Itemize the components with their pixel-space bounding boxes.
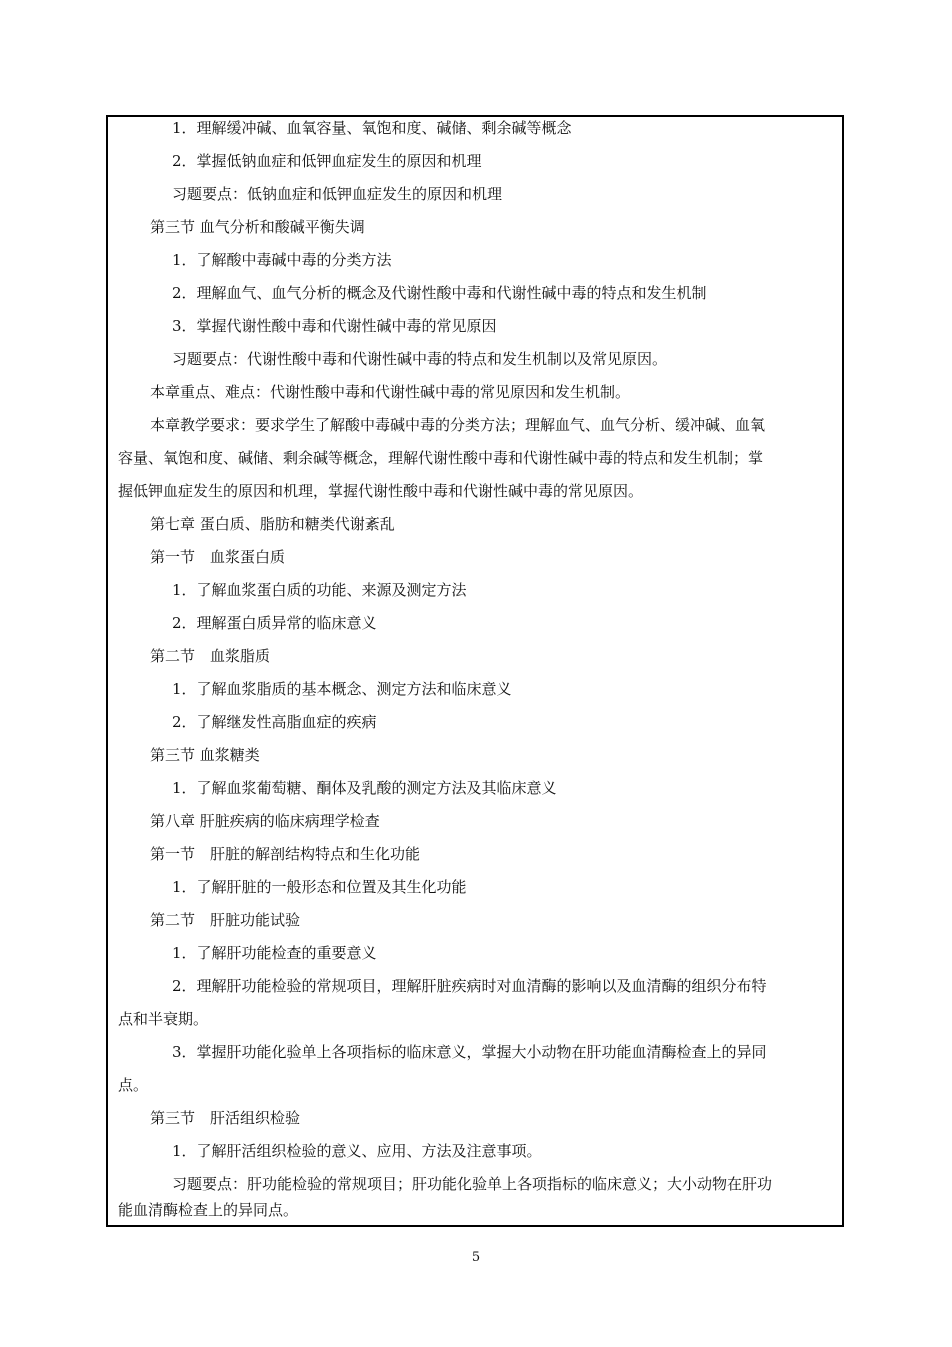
page-number: 5 [471, 1250, 481, 1265]
list-item: 1．了解肝活组织检验的意义、应用、方法及注意事项。 [172, 1142, 542, 1160]
list-item-continuation: 点。 [118, 1076, 149, 1094]
chapter-key-points: 本章重点、难点：代谢性酸中毒和代谢性碱中毒的常见原因和发生机制。 [150, 383, 631, 401]
exercise-points: 习题要点：低钠血症和低钾血症发生的原因和机理 [172, 185, 503, 203]
list-item: 2．理解血气、血气分析的概念及代谢性酸中毒和代谢性碱中毒的特点和发生机制 [172, 284, 707, 302]
list-item: 1．了解酸中毒碱中毒的分类方法 [172, 251, 392, 269]
section-heading: 第二节 肝脏功能试验 [150, 911, 301, 929]
list-item: 1．理解缓冲碱、血氧容量、氧饱和度、碱储、剩余碱等概念 [172, 119, 572, 137]
section-heading: 第三节 肝活组织检验 [150, 1109, 301, 1127]
list-item: 1．了解肝功能检查的重要意义 [172, 944, 377, 962]
list-item: 2．掌握低钠血症和低钾血症发生的原因和机理 [172, 152, 482, 170]
section-heading: 第一节 肝脏的解剖结构特点和生化功能 [150, 845, 421, 863]
exercise-points: 习题要点：肝功能检验的常规项目；肝功能化验单上各项指标的临床意义；大小动物在肝功 [172, 1175, 773, 1193]
content-table-frame [106, 115, 844, 1227]
list-item: 1．了解血浆蛋白质的功能、来源及测定方法 [172, 581, 467, 599]
section-heading: 第一节 血浆蛋白质 [150, 548, 286, 566]
list-item: 1．了解血浆脂质的基本概念、测定方法和临床意义 [172, 680, 512, 698]
section-heading: 第三节 血气分析和酸碱平衡失调 [150, 218, 365, 236]
list-item: 3．掌握肝功能化验单上各项指标的临床意义，掌握大小动物在肝功能血清酶检查上的异同 [172, 1043, 767, 1061]
document-body [108, 117, 842, 1225]
chapter-heading: 第八章 肝脏疾病的临床病理学检查 [150, 812, 380, 830]
section-heading: 第三节 血浆糖类 [150, 746, 260, 764]
list-item: 2．理解蛋白质异常的临床意义 [172, 614, 377, 632]
list-item: 2．理解肝功能检验的常规项目，理解肝脏疾病时对血清酶的影响以及血清酶的组织分布特 [172, 977, 767, 995]
teaching-requirements: 本章教学要求：要求学生了解酸中毒碱中毒的分类方法；理解血气、血气分析、缓冲碱、血氧 [150, 416, 766, 434]
list-item: 1．了解肝脏的一般形态和位置及其生化功能 [172, 878, 467, 896]
list-item: 1．了解血浆葡萄糖、酮体及乳酸的测定方法及其临床意义 [172, 779, 557, 797]
list-item-continuation: 点和半衰期。 [118, 1010, 209, 1028]
list-item: 2．了解继发性高脂血症的疾病 [172, 713, 377, 731]
exercise-points: 习题要点：代谢性酸中毒和代谢性碱中毒的特点和发生机制以及常见原因。 [172, 350, 668, 368]
exercise-points-continuation: 能血清酶检查上的异同点。 [118, 1201, 299, 1219]
teaching-requirements: 容量、氧饱和度、碱储、剩余碱等概念，理解代谢性酸中毒和代谢性碱中毒的特点和发生机制；掌 [118, 449, 764, 467]
list-item: 3．掌握代谢性酸中毒和代谢性碱中毒的常见原因 [172, 317, 497, 335]
section-heading: 第二节 血浆脂质 [150, 647, 271, 665]
chapter-heading: 第七章 蛋白质、脂肪和糖类代谢紊乱 [150, 515, 395, 533]
teaching-requirements: 握低钾血症发生的原因和机理，掌握代谢性酸中毒和代谢性碱中毒的常见原因。 [118, 482, 644, 500]
